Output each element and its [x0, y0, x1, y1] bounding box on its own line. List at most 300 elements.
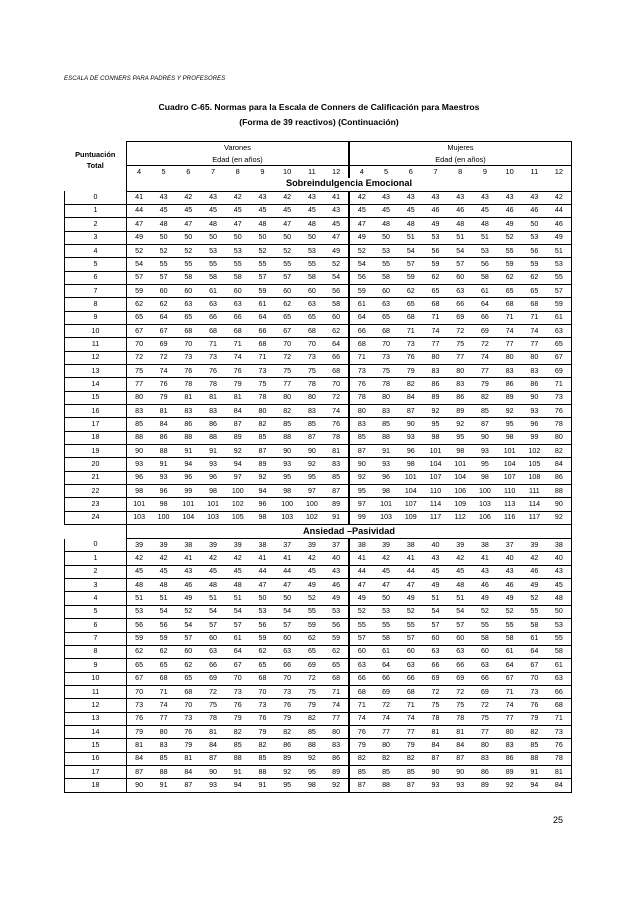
varones-value-cell: 56 [324, 619, 349, 632]
varones-value-cell: 73 [250, 699, 275, 712]
varones-value-cell: 75 [201, 699, 226, 712]
age-header-mujeres-8: 8 [458, 167, 463, 177]
varones-value-cell: 66 [324, 351, 349, 364]
varones-value-cell: 39 [127, 539, 152, 552]
varones-value-cell: 45 [151, 204, 176, 217]
varones-value-cell: 90 [275, 445, 300, 458]
mujeres-value-cell: 54 [448, 244, 473, 257]
mujeres-value-cell: 99 [349, 511, 374, 524]
mujeres-value-cell: 59 [522, 258, 547, 271]
varones-value-cell: 103 [127, 511, 152, 524]
varones-value-cell: 67 [225, 659, 250, 672]
mujeres-value-cell: 64 [473, 298, 498, 311]
varones-value-cell: 91 [151, 779, 176, 792]
mujeres-value-cell: 71 [497, 685, 522, 698]
varones-value-cell: 85 [250, 752, 275, 765]
varones-value-cell: 47 [176, 218, 201, 231]
mujeres-value-cell: 79 [349, 739, 374, 752]
mujeres-value-cell: 77 [522, 338, 547, 351]
varones-value-cell: 75 [127, 364, 152, 377]
table-row [65, 418, 572, 431]
score-cell: 17 [65, 418, 127, 431]
mujeres-value-cell: 103 [374, 511, 399, 524]
varones-value-cell: 76 [324, 418, 349, 431]
varones-value-cell: 85 [275, 418, 300, 431]
mujeres-value-cell: 93 [448, 779, 473, 792]
mujeres-value-cell: 117 [423, 511, 448, 524]
varones-value-cell: 52 [275, 244, 300, 257]
varones-value-cell: 93 [275, 458, 300, 471]
varones-value-cell: 45 [275, 204, 300, 217]
varones-value-cell: 47 [275, 218, 300, 231]
mujeres-value-cell: 41 [473, 552, 498, 565]
mujeres-value-cell: 45 [374, 204, 399, 217]
mujeres-value-cell: 90 [349, 458, 374, 471]
mujeres-value-cell: 68 [497, 298, 522, 311]
section-header-spacer [65, 525, 127, 539]
mujeres-value-cell: 42 [547, 191, 572, 204]
mujeres-value-cell: 111 [522, 485, 547, 498]
varones-value-cell: 53 [225, 244, 250, 257]
mujeres-value-cell: 83 [349, 418, 374, 431]
varones-value-cell: 98 [151, 498, 176, 511]
mujeres-value-cell: 45 [374, 565, 399, 578]
mujeres-value-cell: 50 [547, 605, 572, 618]
varones-value-cell: 58 [300, 271, 325, 284]
norms-table-body [65, 178, 572, 793]
mujeres-value-cell: 57 [547, 284, 572, 297]
mujeres-value-cell: 45 [423, 565, 448, 578]
varones-value-cell: 47 [127, 218, 152, 231]
mujeres-value-cell: 66 [374, 672, 399, 685]
varones-value-cell: 76 [176, 364, 201, 377]
varones-value-cell: 42 [300, 552, 325, 565]
varones-value-cell: 59 [250, 284, 275, 297]
mujeres-value-cell: 81 [423, 725, 448, 738]
varones-value-cell: 39 [151, 539, 176, 552]
varones-value-cell: 59 [324, 632, 349, 645]
mujeres-value-cell: 74 [497, 699, 522, 712]
mujeres-value-cell: 104 [497, 458, 522, 471]
varones-value-cell: 50 [275, 231, 300, 244]
mujeres-value-cell: 55 [522, 605, 547, 618]
table-row [65, 619, 572, 632]
varones-value-cell: 96 [176, 471, 201, 484]
varones-value-cell: 82 [300, 712, 325, 725]
varones-value-cell: 74 [324, 405, 349, 418]
varones-value-cell: 43 [250, 191, 275, 204]
varones-value-cell: 62 [151, 645, 176, 658]
mujeres-value-cell: 88 [374, 431, 399, 444]
mujeres-value-cell: 74 [473, 351, 498, 364]
varones-value-cell: 83 [324, 458, 349, 471]
mujeres-value-cell: 78 [547, 418, 572, 431]
varones-value-cell: 82 [250, 739, 275, 752]
mujeres-value-cell: 84 [398, 391, 423, 404]
mujeres-value-cell: 92 [448, 418, 473, 431]
varones-value-cell: 57 [225, 619, 250, 632]
mujeres-value-cell: 41 [398, 552, 423, 565]
mujeres-value-cell: 46 [423, 204, 448, 217]
varones-value-cell: 77 [151, 712, 176, 725]
varones-value-cell: 68 [250, 338, 275, 351]
mujeres-value-cell: 71 [497, 311, 522, 324]
mujeres-value-cell: 83 [497, 364, 522, 377]
mujeres-value-cell: 71 [398, 699, 423, 712]
varones-value-cell: 80 [151, 725, 176, 738]
varones-value-cell: 91 [151, 458, 176, 471]
mujeres-value-cell: 89 [497, 391, 522, 404]
mujeres-value-cell: 106 [473, 511, 498, 524]
varones-value-cell: 44 [127, 204, 152, 217]
varones-value-cell: 52 [127, 244, 152, 257]
mujeres-value-cell: 86 [423, 378, 448, 391]
mujeres-value-cell: 62 [423, 271, 448, 284]
mujeres-value-cell: 70 [374, 338, 399, 351]
score-cell: 17 [65, 765, 127, 778]
mujeres-value-cell: 38 [349, 539, 374, 552]
mujeres-value-cell: 73 [374, 351, 399, 364]
varones-value-cell: 61 [250, 298, 275, 311]
varones-value-cell: 78 [176, 378, 201, 391]
varones-value-cell: 70 [250, 685, 275, 698]
mujeres-value-cell: 105 [522, 458, 547, 471]
mujeres-value-cell: 107 [423, 471, 448, 484]
varones-value-cell: 69 [201, 672, 226, 685]
varones-value-cell: 91 [201, 445, 226, 458]
varones-value-cell: 71 [225, 338, 250, 351]
varones-value-cell: 56 [127, 619, 152, 632]
mujeres-value-cell: 39 [522, 539, 547, 552]
mujeres-value-cell: 68 [349, 685, 374, 698]
mujeres-value-cell: 71 [547, 378, 572, 391]
mujeres-value-cell: 90 [547, 498, 572, 511]
mujeres-value-cell: 37 [497, 539, 522, 552]
mujeres-value-cell: 58 [374, 271, 399, 284]
mujeres-value-cell: 90 [398, 418, 423, 431]
mujeres-value-cell: 52 [522, 592, 547, 605]
varones-value-cell: 73 [127, 699, 152, 712]
varones-value-cell: 81 [176, 391, 201, 404]
varones-value-cell: 76 [250, 712, 275, 725]
varones-value-cell: 57 [275, 271, 300, 284]
varones-value-cell: 45 [201, 565, 226, 578]
varones-value-cell: 76 [225, 364, 250, 377]
varones-value-cell: 82 [250, 418, 275, 431]
varones-value-cell: 45 [127, 565, 152, 578]
age-header-mujeres-7: 7 [433, 167, 438, 177]
group-header-mujeres: Mujeres [349, 142, 572, 154]
mujeres-value-cell: 49 [497, 592, 522, 605]
mujeres-value-cell: 52 [473, 605, 498, 618]
table-row [65, 298, 572, 311]
mujeres-value-cell: 73 [349, 364, 374, 377]
varones-value-cell: 70 [324, 378, 349, 391]
mujeres-value-cell: 77 [473, 725, 498, 738]
varones-value-cell: 80 [250, 405, 275, 418]
mujeres-value-cell: 77 [497, 712, 522, 725]
varones-value-cell: 88 [151, 445, 176, 458]
mujeres-value-cell: 61 [547, 311, 572, 324]
age-header-mujeres-12: 12 [547, 166, 572, 178]
mujeres-value-cell: 96 [374, 471, 399, 484]
mujeres-value-cell: 98 [473, 471, 498, 484]
varones-value-cell: 82 [275, 405, 300, 418]
mujeres-value-cell: 60 [423, 632, 448, 645]
mujeres-value-cell: 113 [497, 498, 522, 511]
mujeres-value-cell: 90 [448, 765, 473, 778]
mujeres-value-cell: 66 [473, 672, 498, 685]
score-cell: 18 [65, 779, 127, 792]
mujeres-value-cell: 43 [448, 191, 473, 204]
mujeres-value-cell: 84 [547, 779, 572, 792]
mujeres-value-cell: 83 [497, 739, 522, 752]
mujeres-value-cell: 64 [497, 659, 522, 672]
mujeres-value-cell: 79 [473, 378, 498, 391]
mujeres-value-cell: 51 [448, 231, 473, 244]
varones-value-cell: 55 [250, 258, 275, 271]
mujeres-value-cell: 76 [547, 405, 572, 418]
mujeres-value-cell: 52 [497, 231, 522, 244]
mujeres-value-cell: 54 [349, 258, 374, 271]
varones-value-cell: 92 [250, 471, 275, 484]
varones-value-cell: 42 [225, 191, 250, 204]
varones-value-cell: 103 [275, 511, 300, 524]
mujeres-value-cell: 83 [473, 752, 498, 765]
varones-value-cell: 57 [127, 271, 152, 284]
mujeres-value-cell: 48 [448, 579, 473, 592]
varones-value-cell: 45 [176, 204, 201, 217]
mujeres-value-cell: 59 [349, 284, 374, 297]
mujeres-value-cell: 93 [473, 445, 498, 458]
mujeres-value-cell: 51 [473, 231, 498, 244]
varones-value-cell: 64 [225, 645, 250, 658]
mujeres-value-cell: 69 [547, 364, 572, 377]
varones-value-cell: 59 [127, 284, 152, 297]
varones-value-cell: 87 [225, 418, 250, 431]
score-cell: 3 [65, 231, 127, 244]
mujeres-value-cell: 84 [448, 739, 473, 752]
varones-value-cell: 53 [300, 244, 325, 257]
mujeres-value-cell: 49 [349, 592, 374, 605]
mujeres-value-cell: 79 [398, 364, 423, 377]
varones-value-cell: 56 [250, 619, 275, 632]
varones-value-cell: 48 [201, 218, 226, 231]
varones-value-cell: 90 [201, 765, 226, 778]
mujeres-value-cell: 108 [522, 471, 547, 484]
varones-value-cell: 60 [176, 284, 201, 297]
varones-value-cell: 100 [300, 498, 325, 511]
mujeres-value-cell: 87 [349, 445, 374, 458]
mujeres-value-cell: 39 [374, 539, 399, 552]
mujeres-value-cell: 49 [349, 231, 374, 244]
mujeres-value-cell: 98 [448, 445, 473, 458]
mujeres-value-cell: 43 [547, 565, 572, 578]
mujeres-value-cell: 82 [473, 391, 498, 404]
varones-value-cell: 72 [300, 672, 325, 685]
varones-value-cell: 78 [201, 378, 226, 391]
age-header-varones-8: 8 [235, 167, 240, 177]
varones-value-cell: 65 [127, 659, 152, 672]
mujeres-value-cell: 49 [423, 579, 448, 592]
varones-value-cell: 52 [176, 244, 201, 257]
mujeres-value-cell: 66 [349, 324, 374, 337]
varones-value-cell: 43 [151, 191, 176, 204]
varones-value-cell: 100 [275, 498, 300, 511]
caption-line-2: (Forma de 39 reactivos) (Continuación) [239, 117, 399, 127]
varones-value-cell: 73 [250, 364, 275, 377]
mujeres-value-cell: 86 [547, 471, 572, 484]
mujeres-value-cell: 112 [448, 511, 473, 524]
varones-value-cell: 88 [127, 431, 152, 444]
mujeres-value-cell: 65 [374, 311, 399, 324]
mujeres-value-cell: 72 [448, 324, 473, 337]
varones-value-cell: 74 [324, 699, 349, 712]
page-number: 25 [553, 815, 564, 825]
mujeres-value-cell: 86 [448, 391, 473, 404]
mujeres-value-cell: 43 [473, 191, 498, 204]
mujeres-value-cell: 69 [448, 672, 473, 685]
varones-value-cell: 70 [127, 685, 152, 698]
table-row [65, 338, 572, 351]
table-row [65, 739, 572, 752]
varones-value-cell: 83 [300, 405, 325, 418]
varones-value-cell: 71 [250, 351, 275, 364]
varones-value-cell: 60 [324, 311, 349, 324]
varones-value-cell: 88 [176, 431, 201, 444]
varones-value-cell: 41 [176, 552, 201, 565]
mujeres-value-cell: 114 [522, 498, 547, 511]
varones-value-cell: 62 [250, 645, 275, 658]
mujeres-value-cell: 47 [398, 579, 423, 592]
varones-value-cell: 53 [250, 605, 275, 618]
varones-value-cell: 81 [176, 752, 201, 765]
mujeres-value-cell: 63 [398, 659, 423, 672]
varones-value-cell: 65 [151, 659, 176, 672]
varones-value-cell: 65 [127, 311, 152, 324]
mujeres-value-cell: 95 [473, 458, 498, 471]
mujeres-value-cell: 98 [423, 431, 448, 444]
mujeres-value-cell: 66 [349, 672, 374, 685]
mujeres-value-cell: 43 [497, 565, 522, 578]
mujeres-value-cell: 47 [349, 218, 374, 231]
varones-value-cell: 48 [151, 579, 176, 592]
varones-value-cell: 42 [151, 552, 176, 565]
mujeres-value-cell: 76 [547, 739, 572, 752]
mujeres-value-cell: 62 [497, 271, 522, 284]
mujeres-value-cell: 72 [374, 699, 399, 712]
mujeres-value-cell: 65 [547, 338, 572, 351]
table-row [65, 765, 572, 778]
varones-value-cell: 73 [201, 351, 226, 364]
varones-value-cell: 81 [201, 725, 226, 738]
varones-value-cell: 44 [250, 565, 275, 578]
varones-value-cell: 68 [250, 672, 275, 685]
score-cell: 16 [65, 752, 127, 765]
table-row [65, 632, 572, 645]
score-cell: 22 [65, 485, 127, 498]
varones-value-cell: 70 [225, 672, 250, 685]
table-row [65, 405, 572, 418]
mujeres-value-cell: 55 [547, 632, 572, 645]
score-cell: 7 [65, 632, 127, 645]
mujeres-value-cell: 80 [448, 364, 473, 377]
varones-value-cell: 41 [127, 191, 152, 204]
varones-value-cell: 46 [324, 579, 349, 592]
varones-value-cell: 60 [151, 284, 176, 297]
mujeres-value-cell: 48 [398, 218, 423, 231]
mujeres-value-cell: 42 [374, 552, 399, 565]
varones-value-cell: 84 [176, 765, 201, 778]
varones-value-cell: 100 [225, 485, 250, 498]
score-cell: 16 [65, 405, 127, 418]
varones-value-cell: 50 [176, 231, 201, 244]
mujeres-value-cell: 63 [547, 672, 572, 685]
varones-value-cell: 67 [151, 324, 176, 337]
varones-value-cell: 47 [225, 218, 250, 231]
mujeres-value-cell: 85 [522, 739, 547, 752]
varones-value-cell: 88 [201, 431, 226, 444]
age-header-varones-12: 12 [331, 167, 341, 177]
varones-value-cell: 42 [176, 191, 201, 204]
table-row [65, 378, 572, 391]
mujeres-value-cell: 55 [497, 619, 522, 632]
varones-value-cell: 84 [127, 752, 152, 765]
varones-value-cell: 71 [201, 338, 226, 351]
mujeres-value-cell: 45 [349, 204, 374, 217]
mujeres-value-cell: 80 [497, 351, 522, 364]
mujeres-value-cell: 44 [349, 565, 374, 578]
varones-value-cell: 40 [324, 552, 349, 565]
varones-value-cell: 57 [176, 632, 201, 645]
varones-value-cell: 45 [225, 565, 250, 578]
mujeres-value-cell: 89 [473, 779, 498, 792]
score-cell: 15 [65, 739, 127, 752]
varones-value-cell: 82 [275, 725, 300, 738]
varones-value-cell: 45 [324, 218, 349, 231]
varones-value-cell: 48 [151, 218, 176, 231]
mujeres-value-cell: 75 [374, 364, 399, 377]
mujeres-value-cell: 82 [398, 378, 423, 391]
row-header-line-1: Puntuación [75, 149, 116, 159]
varones-value-cell: 37 [324, 539, 349, 552]
varones-value-cell: 101 [127, 498, 152, 511]
table-row [65, 659, 572, 672]
mujeres-value-cell: 101 [398, 471, 423, 484]
mujeres-value-cell: 64 [374, 659, 399, 672]
mujeres-value-cell: 41 [349, 552, 374, 565]
varones-value-cell: 48 [201, 579, 226, 592]
varones-value-cell: 54 [225, 605, 250, 618]
varones-value-cell: 45 [201, 204, 226, 217]
mujeres-value-cell: 43 [374, 191, 399, 204]
varones-value-cell: 74 [225, 351, 250, 364]
mujeres-value-cell: 78 [374, 378, 399, 391]
varones-value-cell: 64 [250, 311, 275, 324]
table-row [65, 605, 572, 618]
varones-value-cell: 79 [250, 725, 275, 738]
varones-value-cell: 54 [324, 271, 349, 284]
varones-value-cell: 70 [300, 338, 325, 351]
mujeres-value-cell: 82 [349, 752, 374, 765]
mujeres-value-cell: 107 [398, 498, 423, 511]
varones-value-cell: 83 [151, 739, 176, 752]
varones-value-cell: 87 [250, 445, 275, 458]
varones-value-cell: 87 [176, 779, 201, 792]
varones-value-cell: 68 [151, 672, 176, 685]
mujeres-value-cell: 87 [473, 418, 498, 431]
mujeres-value-cell: 74 [374, 712, 399, 725]
